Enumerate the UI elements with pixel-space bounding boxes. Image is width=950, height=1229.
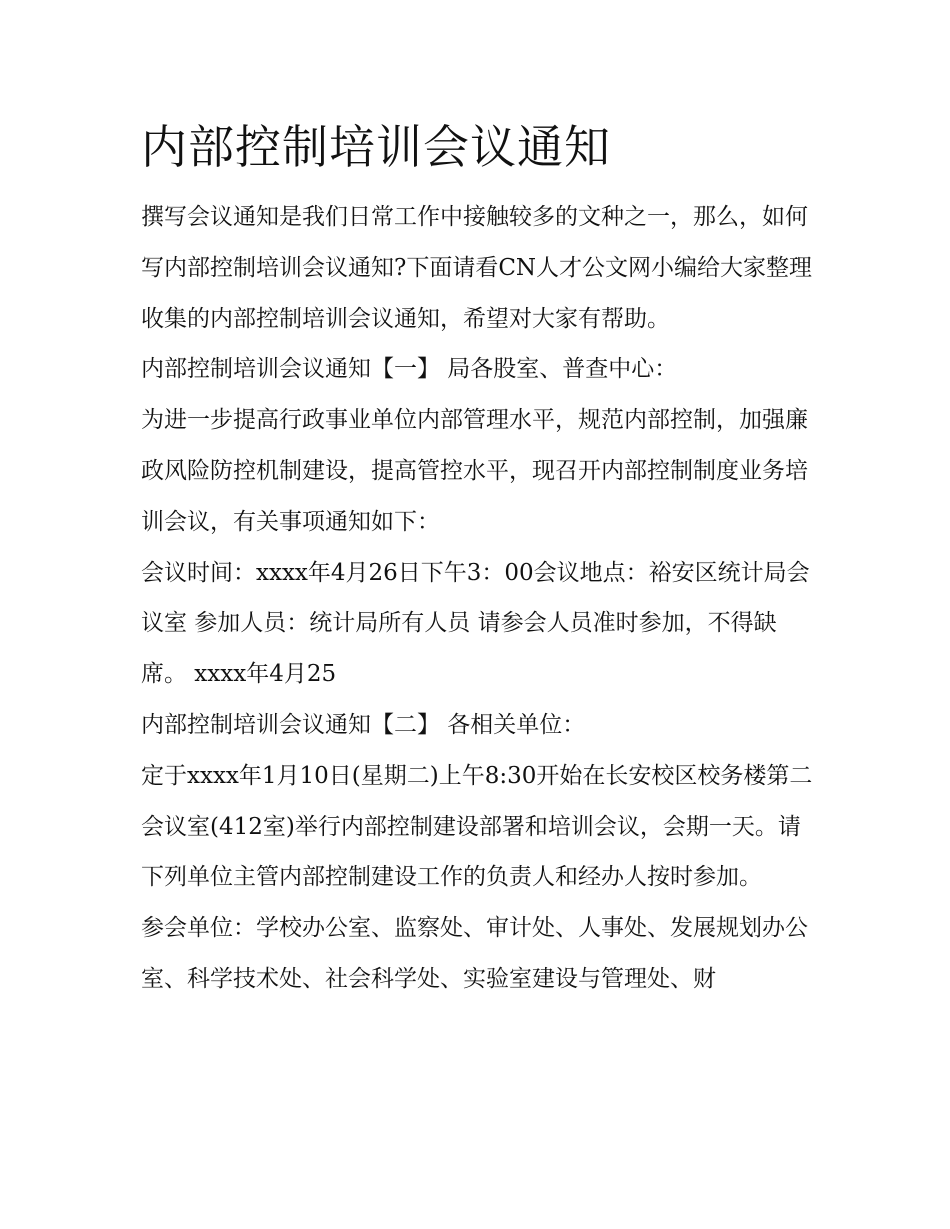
- intro-paragraph: 撰写会议通知是我们日常工作中接触较多的文种之一，那么，如何写内部控制培训会议通知?下面请看CN人才公文网小编给大家整理收集的内部控制培训会议通知，希望对大家有帮助。: [141, 204, 813, 332]
- document-page: [141, 112, 816, 1005]
- notice-one-details: 会议时间：xxxx年4月26日下午3：00会议地点：裕安区统计局会议室 参加人员：统计局所有人员 请参会人员准时参加，不得缺席。 xxxx年4月25: [141, 559, 810, 688]
- notice-one-heading: 内部控制培训会议通知【一】 局各股室、普查中心：: [141, 356, 678, 383]
- document-title: 内部控制培训会议通知: [141, 120, 611, 174]
- notice-one-body: 为进一步提高行政事业单位内部管理水平，规范内部控制，加强廉政风险防控机制建设，提高管控水平，现召开内部控制制度业务培训会议，有关事项通知如下：: [141, 407, 808, 535]
- notice-two-body: 定于xxxx年1月10日(星期二)上午8:30开始在长安校区校务楼第二会议室(412室)举行内部控制建设部署和培训会议，会期一天。请下列单位主管内部控制建设工作的负责人和经办人按时参加。: [141, 762, 813, 891]
- attending-units-paragraph: 参会单位：学校办公室、监察处、审计处、人事处、发展规划办公室、科学技术处、社会科学处、实验室建设与管理处、财: [141, 915, 808, 992]
- notice-two-heading: 内部控制培训会议通知【二】 各相关单位：: [141, 711, 586, 738]
